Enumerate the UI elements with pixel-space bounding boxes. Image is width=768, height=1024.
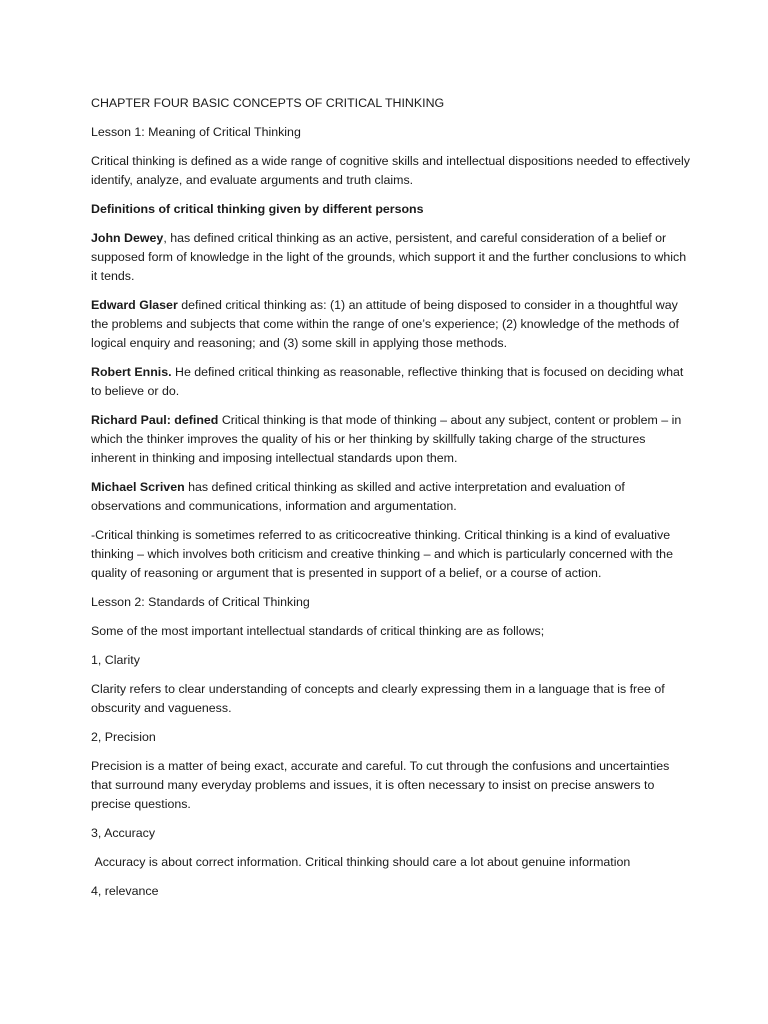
definition-ennis (91, 363, 691, 401)
lesson2-title: Lesson 2: Standards of Critical Thinking (91, 595, 310, 609)
definition-scriven (91, 478, 691, 516)
standard-text-accuracy: Accuracy is about correct information. Critical thinking should care a lot about genuine information (91, 855, 631, 869)
definitions-heading-text: Definitions of critical thinking given by different persons (91, 202, 424, 216)
standard-heading-clarity: 1, Clarity (91, 653, 140, 667)
intro-paragraph: Critical thinking is defined as a wide range of cognitive skills and intellectual dispositions needed to effectively identify, analyze, and evaluate arguments and truth claims. (91, 154, 690, 187)
definition-name: Robert Ennis. (91, 365, 172, 379)
definition-name: Richard Paul: defined (91, 413, 219, 427)
chapter-title: CHAPTER FOUR BASIC CONCEPTS OF CRITICAL THINKING (91, 96, 445, 110)
definition-glaser (91, 296, 691, 353)
standard-heading-precision: 2, Precision (91, 730, 156, 744)
definition-name: Edward Glaser (91, 298, 178, 312)
standard-heading-relevance: 4, relevance (91, 884, 159, 898)
definition-text: defined critical thinking as: (1) an attitude of being disposed to consider in a thoughtful way the problems and subjects that come within the range of one’s experience; (2) knowledge of the methods of logical enquiry and reasoning; and (3) some skill in applying those methods. (91, 298, 679, 350)
definition-text: Critical thinking is that mode of thinking – about any subject, content or problem – in which the thinker improves the quality of his or her thinking by skillfully taking charge of the structures inherent in thinking and imposing intellectual standards upon them. (91, 413, 682, 465)
definition-text: He defined critical thinking as reasonable, reflective thinking that is focused on deciding what to believe or do. (91, 365, 684, 398)
definition-paul (91, 411, 691, 468)
definition-name: Michael Scriven (91, 480, 185, 494)
definition-name: John Dewey (91, 231, 164, 245)
standards-intro: Some of the most important intellectual standards of critical thinking are as follows; (91, 624, 545, 638)
standard-text-clarity: Clarity refers to clear understanding of concepts and clearly expressing them in a language that is free of obscurity and vagueness. (91, 682, 665, 715)
document-page (91, 94, 691, 911)
definition-dewey (91, 229, 691, 286)
standard-heading-accuracy: 3, Accuracy (91, 826, 156, 840)
definitions-heading (91, 200, 691, 219)
standard-text-precision: Precision is a matter of being exact, accurate and careful. To cut through the confusions and uncertainties that surround many everyday problems and issues, it is often necessary to insist on precise answers to precise questions. (91, 759, 670, 811)
definition-text: has defined critical thinking as skilled and active interpretation and evaluation of observations and communications, information and argumentation. (91, 480, 625, 513)
definition-text: , has defined critical thinking as an active, persistent, and careful consideration of a belief or supposed form of knowledge in the light of the grounds, which support it and the further conclusions to which it tends. (91, 231, 687, 283)
criticocreative-paragraph: -Critical thinking is sometimes referred to as criticocreative thinking. Critical thinking is a kind of evaluative thinking – which involves both criticism and creative thinking – and which is particularly concerned with the quality of reasoning or argument that is presented in support of a belief, or a course of action. (91, 528, 673, 580)
lesson1-title: Lesson 1: Meaning of Critical Thinking (91, 125, 301, 139)
